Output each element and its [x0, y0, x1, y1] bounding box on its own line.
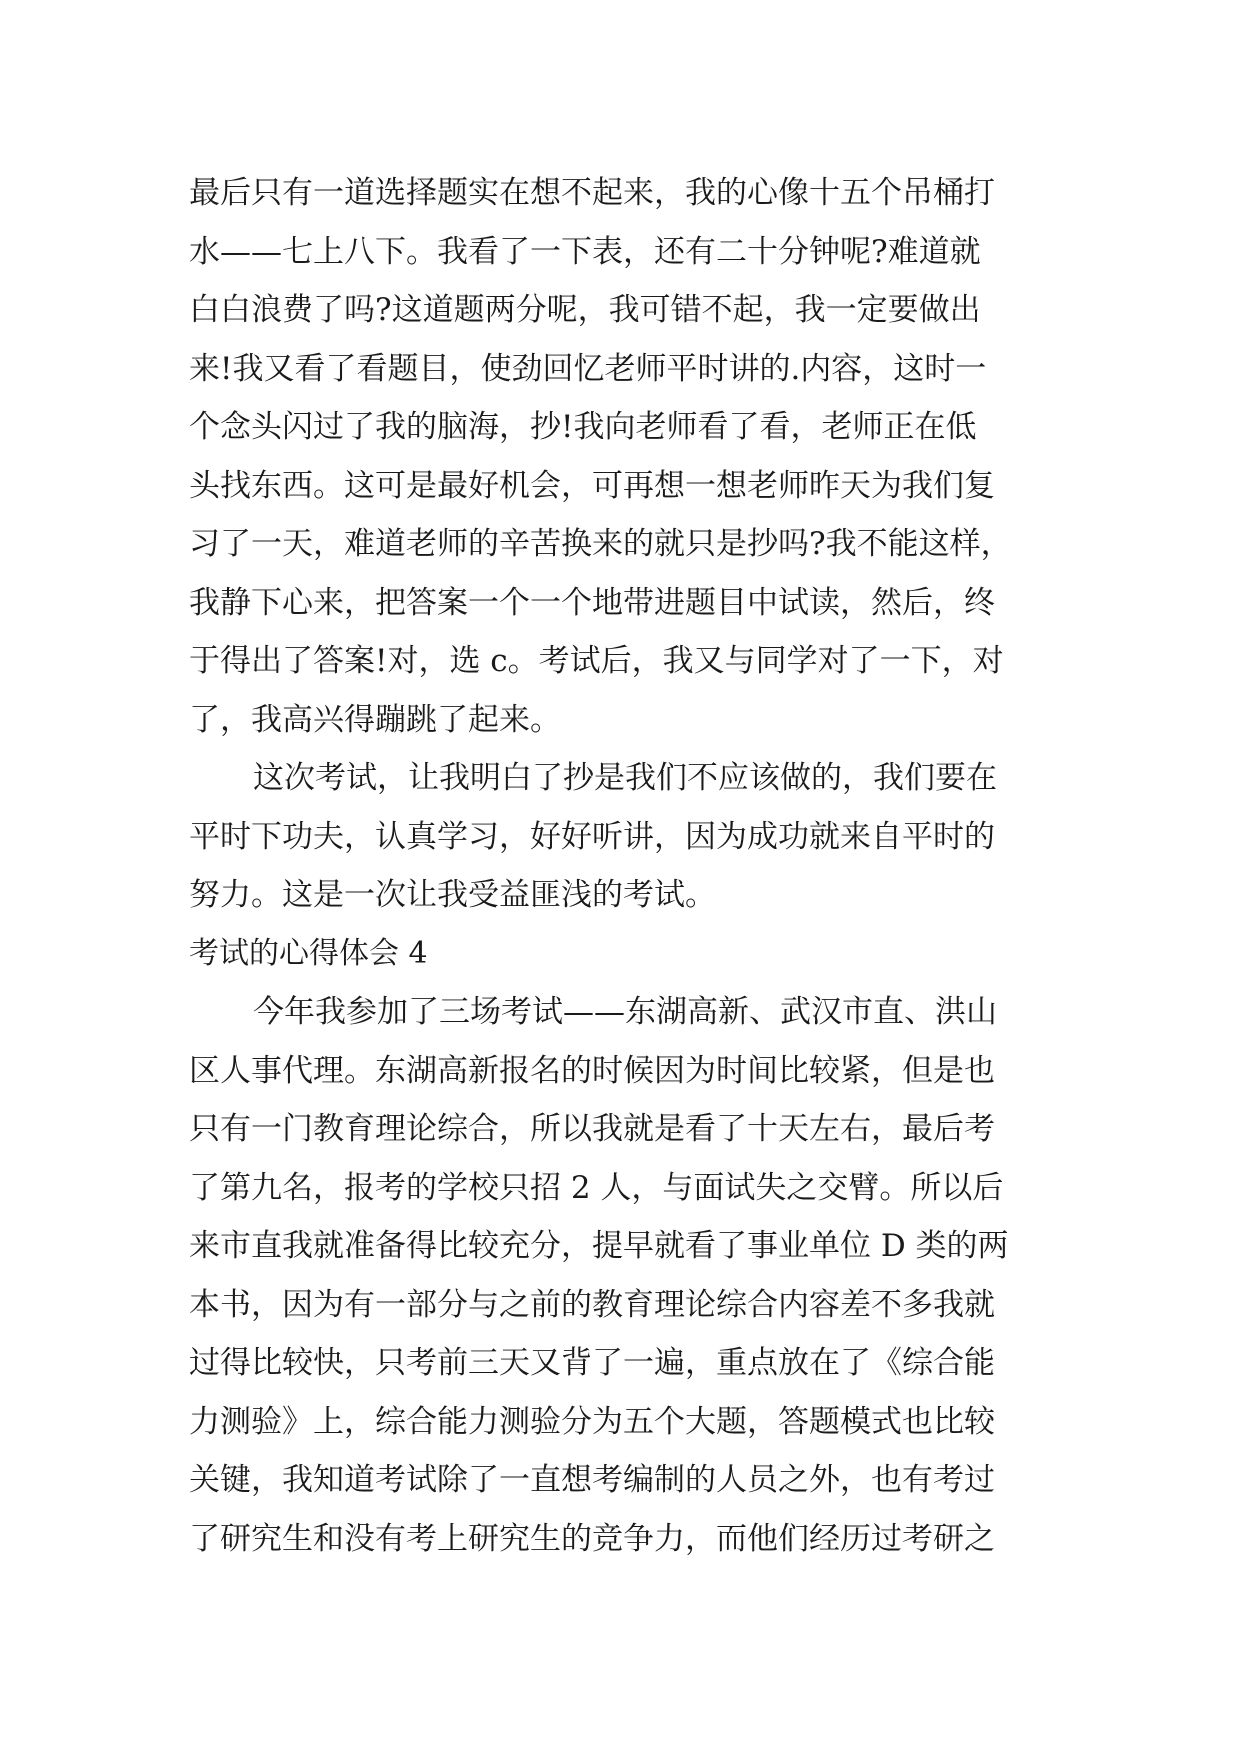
- text-line: 关键，我知道考试除了一直想考编制的人员之外，也有考过: [189, 1462, 995, 1498]
- text-line: 了第九名，报考的学校只招 2 人，与面试失之交臂。所以后: [189, 1169, 1004, 1206]
- text-line: 本书，因为有一部分与之前的教育理论综合内容差不多我就: [189, 1286, 995, 1323]
- text-line: 来!我又看了看题目，使劲回忆老师平时讲的.内容，这时一: [189, 350, 987, 387]
- text-line: 水——七上八下。我看了一下表，还有二十分钟呢?难道就: [189, 233, 981, 270]
- text-line: 区人事代理。东湖高新报名的时候因为时间比较紧，但是也: [189, 1052, 995, 1089]
- text-line: 努力。这是一次让我受益匪浅的考试。: [189, 877, 716, 913]
- text-line: 白白浪费了吗?这道题两分呢，我可错不起，我一定要做出: [189, 292, 981, 328]
- text-line: 头找东西。这可是最好机会，可再想一想老师昨天为我们复: [189, 467, 995, 504]
- text-line: 我静下心来，把答案一个一个地带进题目中试读，然后，终: [189, 584, 995, 621]
- text-line: 最后只有一道选择题实在想不起来，我的心像十五个吊桶打: [189, 175, 995, 211]
- text-line: 来市直我就准备得比较充分，提早就看了事业单位 D 类的两: [189, 1228, 1009, 1264]
- section-heading: 考试的心得体会 4: [189, 935, 428, 971]
- text-line: 了，我高兴得蹦跳了起来。: [189, 701, 561, 738]
- text-line: 于得出了答案!对，选 c。考试后，我又与同学对了一下，对: [189, 643, 1004, 679]
- text-line: 力测验》上，综合能力测验分为五个大题，答题模式也比较: [189, 1403, 995, 1440]
- text-line: 习了一天，难道老师的辛苦换来的就只是抄吗?我不能这样，: [189, 526, 1012, 562]
- text-line: 了研究生和没有考上研究生的竞争力，而他们经历过考研之: [189, 1520, 995, 1557]
- text-line: 平时下功夫，认真学习，好好听讲，因为成功就来自平时的: [189, 818, 995, 855]
- text-line: 这次考试，让我明白了抄是我们不应该做的，我们要在: [253, 760, 997, 796]
- document-body: [189, 164, 1059, 1568]
- text-line: 只有一门教育理论综合，所以我就是看了十天左右，最后考: [189, 1111, 995, 1147]
- text-line: 个念头闪过了我的脑海，抄!我向老师看了看，老师正在低: [189, 409, 977, 445]
- text-line: 今年我参加了三场考试——东湖高新、武汉市直、洪山: [253, 994, 997, 1030]
- text-line: 过得比较快，只考前三天又背了一遍，重点放在了《综合能: [189, 1345, 995, 1381]
